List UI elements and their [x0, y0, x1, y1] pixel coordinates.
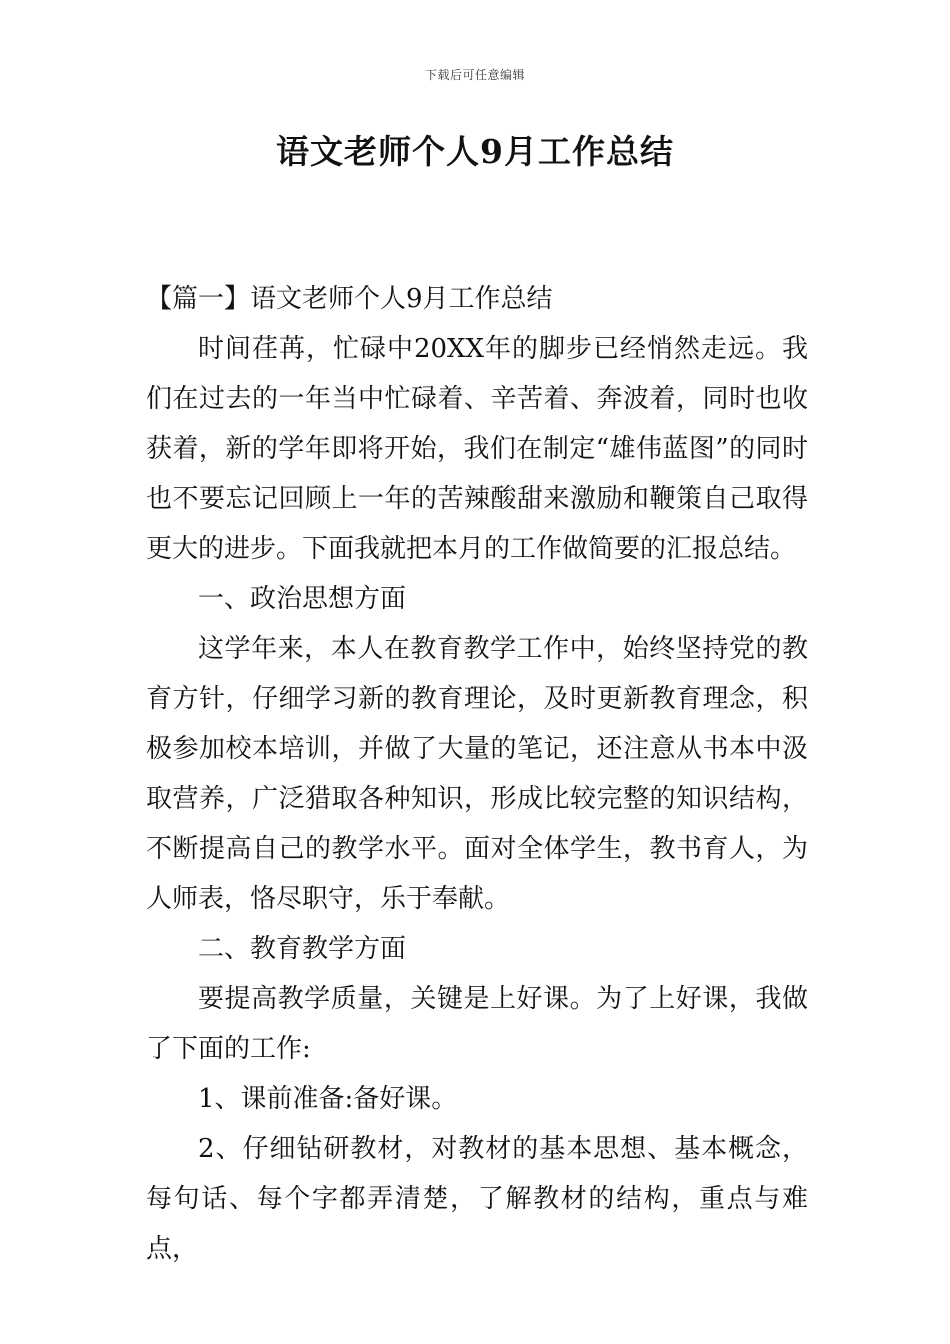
list-item-2: 2、仔细钻研教材，对教材的基本思想、基本概念，每句话、每个字都弄清楚，了解教材的结构，重点与难点，	[146, 1134, 808, 1264]
teaching-paragraph: 要提高教学质量，关键是上好课。为了上好课，我做了下面的工作:	[146, 984, 808, 1064]
intro-paragraph: 时间荏苒，忙碌中20XX年的脚步已经悄然走远。我们在过去的一年当中忙碌着、辛苦着、奔波着，同时也收获着，新的学年即将开始，我们在制定“雄伟蓝图”的同时也不要忘记回顾上一年的苦辣酸甜来激励和鞭策自己取得更大的进步。下面我就把本月的工作做简要的汇报总结。	[146, 334, 808, 564]
section-heading-teaching: 二、教育教学方面	[198, 934, 407, 964]
section-heading-part-one: 【篇一】语文老师个人9月工作总结	[146, 284, 553, 314]
header-note: 下载后可任意编辑	[424, 68, 525, 82]
section-heading-politics: 一、政治思想方面	[198, 584, 407, 614]
politics-paragraph: 这学年来，本人在教育教学工作中，始终坚持党的教育方针，仔细学习新的教育理论，及时更新教育理念，积极参加校本培训，并做了大量的笔记，还注意从书本中汲取营养，广泛猎取各种知识，形成比较完整的知识结构，不断提高自己的教学水平。面对全体学生，教书育人，为人师表，恪尽职守，乐于奉献。	[146, 634, 808, 914]
document-title: 语文老师个人9月工作总结	[276, 132, 674, 171]
document-body	[146, 274, 808, 1274]
list-item-1: 1、课前准备:备好课。	[198, 1084, 458, 1114]
